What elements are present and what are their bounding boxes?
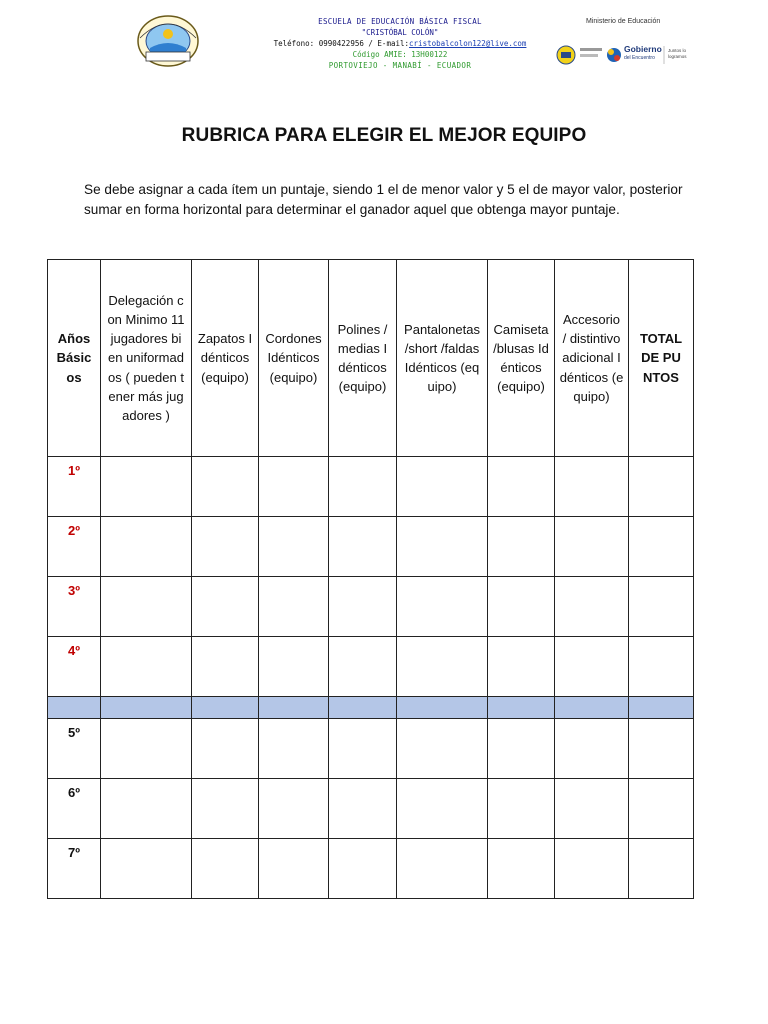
total-cell[interactable] (629, 839, 694, 899)
total-cell[interactable] (629, 577, 694, 637)
score-cell[interactable] (329, 839, 397, 899)
school-logo-icon (136, 14, 200, 68)
score-cell[interactable] (488, 779, 555, 839)
score-cell[interactable] (192, 779, 259, 839)
total-cell[interactable] (629, 517, 694, 577)
score-cell[interactable] (329, 577, 397, 637)
score-cell[interactable] (329, 719, 397, 779)
contact-line (250, 38, 550, 49)
year-cell: 3º (48, 577, 101, 637)
score-cell[interactable] (397, 637, 488, 697)
score-cell[interactable] (192, 577, 259, 637)
email-link[interactable]: cristobalcolon122@live.com (409, 39, 527, 48)
separator-cell (101, 697, 192, 719)
score-cell[interactable] (192, 839, 259, 899)
separator-cell (397, 697, 488, 719)
score-cell[interactable] (259, 719, 329, 779)
score-cell[interactable] (192, 457, 259, 517)
score-cell[interactable] (397, 779, 488, 839)
score-cell[interactable] (488, 637, 555, 697)
page-title: RUBRICA PARA ELEGIR EL MEJOR EQUIPO (181, 125, 587, 146)
separator-cell (192, 697, 259, 719)
header-shoes: Zapatos Idénticos (equipo) (192, 260, 259, 457)
score-cell[interactable] (329, 457, 397, 517)
score-cell[interactable] (555, 719, 629, 779)
intro-paragraph: Se debe asignar a cada ítem un puntaje, siendo 1 el de menor valor y 5 el de mayor valor, posterior sumar en forma horizontal para determinar el ganador aquel que obtenga mayor puntaje. (84, 182, 683, 217)
total-cell[interactable] (629, 719, 694, 779)
score-cell[interactable] (259, 637, 329, 697)
separator-cell (48, 697, 101, 719)
header-laces: Cordones Idénticos (equipo) (259, 260, 329, 457)
score-cell[interactable] (192, 719, 259, 779)
score-cell[interactable] (259, 779, 329, 839)
total-cell[interactable] (629, 637, 694, 697)
year-cell: 7º (48, 839, 101, 899)
header-row (48, 260, 694, 457)
score-cell[interactable] (555, 637, 629, 697)
score-cell[interactable] (397, 719, 488, 779)
score-cell[interactable] (397, 839, 488, 899)
score-cell[interactable] (259, 839, 329, 899)
ministry-title: Ministerio de Educación (586, 18, 661, 25)
score-cell[interactable] (555, 839, 629, 899)
separator-cell (555, 697, 629, 719)
table-row (48, 517, 694, 577)
score-cell[interactable] (101, 637, 192, 697)
score-cell[interactable] (329, 637, 397, 697)
score-cell[interactable] (397, 457, 488, 517)
year-cell: 4º (48, 637, 101, 697)
amie-code: Código AMIE: 13H00122 (352, 50, 448, 59)
gov-sub: del Encuentro (624, 55, 655, 61)
score-cell[interactable] (259, 577, 329, 637)
table-row (48, 839, 694, 899)
header-years: Años Básicos (48, 260, 101, 457)
table-row (48, 577, 694, 637)
gov-word: Gobierno (624, 44, 662, 54)
score-cell[interactable] (488, 457, 555, 517)
header-accessory: Accesorio / distintivo adicional Idénticos (equipo) (555, 260, 629, 457)
letterhead (0, 10, 768, 72)
year-cell: 5º (48, 719, 101, 779)
score-cell[interactable] (488, 517, 555, 577)
score-cell[interactable] (555, 779, 629, 839)
score-cell[interactable] (555, 577, 629, 637)
separator-cell (259, 697, 329, 719)
total-cell[interactable] (629, 457, 694, 517)
score-cell[interactable] (329, 517, 397, 577)
score-cell[interactable] (397, 577, 488, 637)
score-cell[interactable] (101, 779, 192, 839)
table-row (48, 637, 694, 697)
header-total: TOTAL DE PUNTOS (629, 260, 694, 457)
header-delegation: Delegación con Minimo 11 jugadores bien uniformados ( pueden tener más jugadores ) (101, 260, 192, 457)
table-row (48, 457, 694, 517)
score-cell[interactable] (101, 577, 192, 637)
school-name: ESCUELA DE EDUCACIÓN BÁSICA FISCAL (318, 17, 482, 26)
score-cell[interactable] (555, 517, 629, 577)
score-cell[interactable] (329, 779, 397, 839)
score-cell[interactable] (555, 457, 629, 517)
year-cell: 6º (48, 779, 101, 839)
score-cell[interactable] (488, 839, 555, 899)
separator-row (48, 697, 694, 719)
school-info (250, 16, 550, 71)
score-cell[interactable] (488, 577, 555, 637)
score-cell[interactable] (192, 517, 259, 577)
score-cell[interactable] (488, 719, 555, 779)
score-cell[interactable] (259, 457, 329, 517)
header-shorts: Pantalonetas /short /faldas Idénticos (equipo) (397, 260, 488, 457)
total-cell[interactable] (629, 779, 694, 839)
score-cell[interactable] (192, 637, 259, 697)
score-cell[interactable] (101, 839, 192, 899)
score-cell[interactable] (101, 719, 192, 779)
separator-cell (329, 697, 397, 719)
header-shirts: Camiseta /blusas Idénticos (equipo) (488, 260, 555, 457)
phone-label: Teléfono: 0990422956 / E-mail: (273, 39, 410, 48)
separator-cell (488, 697, 555, 719)
year-cell: 2º (48, 517, 101, 577)
score-cell[interactable] (397, 517, 488, 577)
rubric-table (47, 259, 694, 899)
location: PORTOVIEJO - MANABÍ - ECUADOR (328, 61, 472, 70)
school-subname: "CRISTÓBAL COLÓN" (361, 28, 439, 37)
score-cell[interactable] (101, 457, 192, 517)
separator-cell (629, 697, 694, 719)
table-row (48, 779, 694, 839)
header-socks: Polines /medias Idénticos (equipo) (329, 260, 397, 457)
ministry-block (556, 18, 696, 70)
score-cell[interactable] (101, 517, 192, 577)
table-row (48, 719, 694, 779)
score-cell[interactable] (259, 517, 329, 577)
year-cell: 1º (48, 457, 101, 517)
gov-slogan: Juntos lo logramos (668, 48, 687, 59)
